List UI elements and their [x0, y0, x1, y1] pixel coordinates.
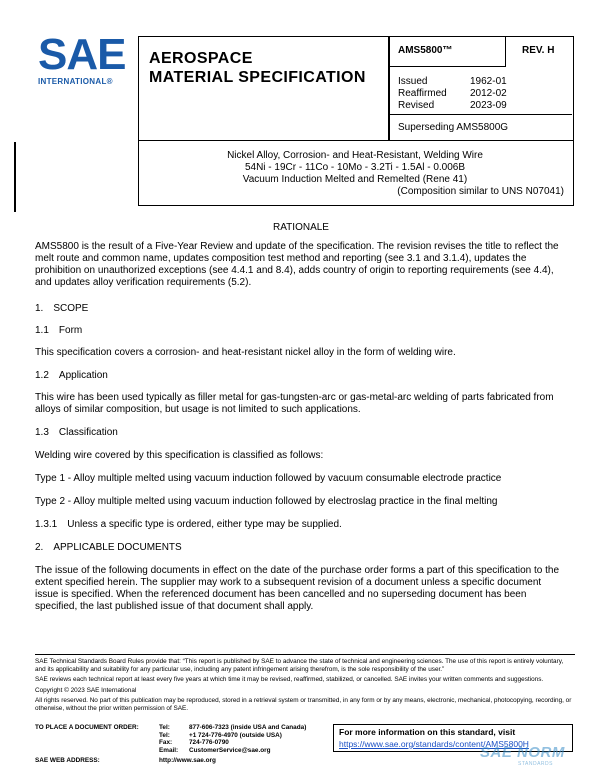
tel-label: Tel: [159, 724, 170, 731]
document-type-title [149, 49, 366, 87]
issued-label: Issued [398, 76, 428, 87]
tel-inside: 877-606-7323 (inside USA and Canada) [189, 724, 307, 731]
spec-title [140, 150, 570, 198]
spec-title-line-1: Nickel Alloy, Corrosion- and Heat-Resistant, Welding Wire [227, 150, 483, 161]
email-address[interactable]: CustomerService@sae.org [189, 746, 271, 754]
document-number: AMS5800™ [398, 45, 453, 56]
watermark-text: SAE NORM [480, 744, 565, 761]
reaffirmed-date: 2012-02 [470, 88, 507, 99]
more-info-text: For more information on this standard, visit [339, 727, 516, 737]
spec-title-line-3: Vacuum Induction Melted and Remelted (Rene 41) [242, 174, 468, 185]
section-1-3-1-text: 1.3.1 Unless a specific type is ordered, either type may be supplied. [35, 519, 342, 530]
watermark-subtext: STANDARDS [518, 761, 553, 767]
footer-notices [35, 658, 575, 713]
superseding-note: Superseding AMS5800G [398, 122, 509, 133]
reaffirmed-label: Reaffirmed [398, 88, 447, 99]
tel2-label: Tel: [159, 731, 170, 739]
fax-label: Fax: [159, 739, 173, 747]
title-line-1: AEROSPACE [149, 50, 253, 67]
revision-label: REV. H [522, 45, 555, 56]
spec-title-line-4: (Composition similar to UNS N07041) [397, 186, 564, 197]
footer-rights: All rights reserved. No part of this publication may be reproduced, stored in a retrieval system or transmitted, in any form or by any means, electronic, mechanical, photocopying, recording, or otherwise, without the prior written permission of SAE. [35, 697, 572, 712]
sae-logo [38, 30, 128, 86]
issue-dates [398, 76, 568, 112]
rationale-heading: RATIONALE [273, 222, 329, 233]
logo-registered-mark: ® [106, 77, 113, 86]
fax-number: 724-776-0790 [189, 739, 229, 747]
web-label: SAE WEB ADDRESS: [35, 757, 100, 765]
footer-copyright: Copyright © 2023 SAE International [35, 686, 137, 694]
revised-label: Revised [398, 100, 435, 111]
type-2-text: Type 2 - Alloy multiple melted using vacuum induction followed by electroslag practice in the final melting [35, 496, 498, 507]
web-address[interactable]: http://www.sae.org [159, 757, 216, 765]
section-1-1-heading: 1.1 Form [35, 325, 83, 336]
spec-title-line-2: 54Ni - 19Cr - 11Co - 10Mo - 3.2Ti - 1.5Al - 0.006B [244, 162, 466, 173]
revision-change-bar [14, 142, 16, 212]
section-1-1-text: This specification covers a corrosion- and heat-resistant nickel alloy in the form of welding wire. [35, 347, 456, 358]
section-1-3-heading: 1.3 Classification [35, 427, 118, 438]
issued-date: 1962-01 [470, 76, 507, 87]
logo-international-text: INTERNATIONAL® [38, 77, 113, 86]
logo-sae-text: SAE [38, 30, 126, 79]
title-line-2: MATERIAL SPECIFICATION [149, 69, 366, 86]
section-1-2-text: This wire has been used typically as filler metal for gas-tungsten-arc or gas-metal-arc welding of parts fabricated from alloys of similar composition, but usage is not limited to such applications. [35, 392, 554, 415]
standard-url-link[interactable]: https://www.sae.org/standards/content/AMS5800H [339, 739, 529, 749]
rationale-text: AMS5800 is the result of a Five-Year Review and update of the specification. The revision revises the title to reflect the melt route and common name, updates composition test method and reporting (see 3.1 and 3.1.4), updates the prohibition on unauthorized exceptions (see 4.4.1 and 8.4), adds country of origin to reporting requirements (see 4.4), and updates alloy verification requirements (5.2). [35, 241, 559, 288]
order-contact [35, 724, 335, 765]
footer-review: SAE reviews each technical report at least every five years at which time it may be revised, reaffirmed, stabilized, or cancelled. SAE invites your written comments and suggestions. [35, 676, 544, 684]
tel-outside: +1 724-776-4970 (outside USA) [189, 731, 282, 739]
footer-rules: SAE Technical Standards Board Rules provide that: “This report is published by SAE to advance the state of technical and engineering sciences. The use of this report is entirely voluntary, and its applicability and suitability for any particular use, including any patent infringement arising therefrom, is the sole responsibility of the user.” [35, 658, 564, 673]
section-1-heading: 1. SCOPE [35, 303, 89, 314]
order-label: TO PLACE A DOCUMENT ORDER: [35, 724, 139, 731]
section-1-2-heading: 1.2 Application [35, 370, 108, 381]
footer-divider [35, 654, 575, 655]
section-2-text: The issue of the following documents in effect on the date of the purchase order forms a part of this specification to the extent specified herein. The supplier may work to a subsequent revision of a document unless a specific document issue is specified. When the referenced document has been cancelled and no superseding document has been specified, the last published issue of that document shall apply. [35, 565, 560, 612]
revised-date: 2023-09 [470, 100, 507, 111]
email-label: Email: [159, 746, 179, 754]
section-1-3-text: Welding wire covered by this specification is classified as follows: [35, 450, 324, 461]
type-1-text: Type 1 - Alloy multiple melted using vacuum induction followed by vacuum consumable electrode practice [35, 473, 502, 484]
watermark [480, 744, 598, 774]
section-2-heading: 2. APPLICABLE DOCUMENTS [35, 542, 182, 553]
